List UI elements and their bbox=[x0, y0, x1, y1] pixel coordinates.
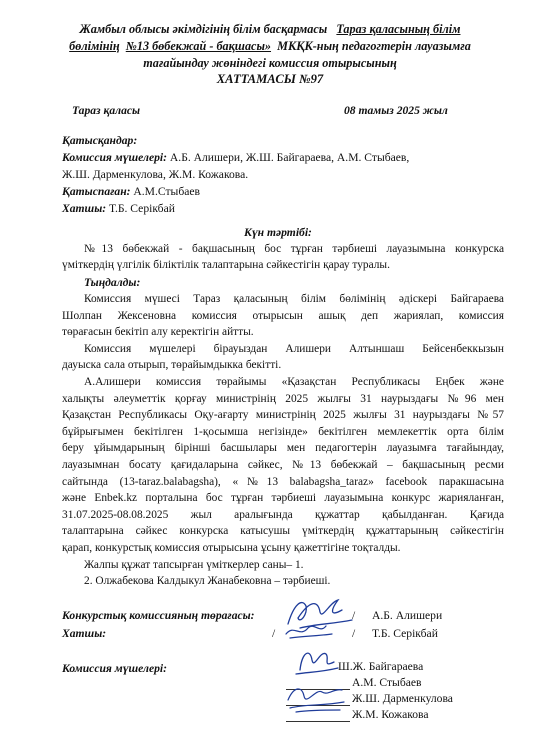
secretary-signature-image bbox=[280, 620, 340, 647]
paragraph-line: бұйрығымен бекітілген 1-қосымша негізінде» бекітілген мемлекеттік орта білім bbox=[62, 425, 504, 438]
date: 08 тамыз 2025 жыл bbox=[344, 104, 448, 117]
protocol-title: ХАТТАМАСЫ №97 bbox=[216, 72, 324, 86]
member-sign-4: Ж.М. Кожакова bbox=[352, 708, 429, 721]
participants-heading: Қатысқандар: bbox=[62, 134, 138, 147]
signature-line bbox=[286, 721, 350, 722]
header-line-2b: №13 бөбекжай - бақшасы» bbox=[125, 39, 272, 53]
secretary-sign-name: Т.Б. Серікбай bbox=[372, 627, 438, 640]
chair-name: А.Б. Алишери bbox=[372, 609, 443, 622]
members-sign-label: Комиссия мүшелері: bbox=[62, 662, 168, 675]
header-line-3: тағайындау жөніндегі комиссия отырысының bbox=[143, 56, 397, 70]
agenda-line-2: үміткердің үлгілік біліктілік талаптарына сәйкестігін қарау туралы. bbox=[62, 259, 390, 271]
header-line-1b: Тараз қаласының білім bbox=[336, 22, 461, 36]
paragraph-line: А.Алишери комиссия төрайымы «Қазақстан Республикасы Еңбек және bbox=[84, 376, 504, 388]
paragraph-line: лауазымнан босату қағидаларына сәйкес, №13 бөбекжай – бақшасының ресми bbox=[62, 459, 504, 471]
member-sign-3: Ж.Ш. Дарменкулова bbox=[352, 692, 453, 705]
secretary-sign-label: Хатшы: bbox=[62, 627, 107, 640]
paragraph-line: қарап, конкурстық комиссия отырысына ұсыну қажеттігіне тоқталды. bbox=[62, 542, 401, 554]
member-signature-image-2 bbox=[282, 680, 352, 721]
header-line-1 bbox=[40, 22, 500, 37]
header-line-2 bbox=[40, 39, 500, 54]
secretary-slash-right: / bbox=[352, 627, 356, 640]
paragraph-line: Комиссия мүшелері бірауыздан Алишери Алтыншаш Бейсенбеккызын bbox=[84, 342, 504, 355]
absent-line bbox=[62, 185, 200, 198]
header-line-2a: бөлімінің bbox=[69, 39, 120, 53]
members-line-1 bbox=[62, 151, 409, 164]
paragraph-line: Қазақстан Республикасы Оқу-ағарту министрінің 2025 жылғы 31 наурыздағы №57 bbox=[62, 409, 504, 422]
secretary-value: Т.Б. Серікбай bbox=[109, 202, 175, 215]
agenda-line-1: №13 бөбекжай - бақшасының бос тұрған тәрбиеші лауазымына конкурска bbox=[84, 243, 504, 255]
applicant-item: 2. Олжабекова Калдыкул Жанабековна – тәрбиеші. bbox=[84, 575, 331, 588]
chair-label: Конкурстық комиссияның төрағасы: bbox=[62, 609, 255, 622]
paragraph-line: дауыска сала отырып, төрайымдыкка бекітті. bbox=[62, 359, 282, 372]
member-sign-2: А.М. Стыбаев bbox=[352, 676, 422, 689]
chair-slash: / bbox=[352, 609, 356, 622]
header-line-2c: МКҚК-ның педагогтерін лауазымға bbox=[277, 39, 471, 53]
agenda-heading: Күн тәртібі: bbox=[244, 226, 312, 239]
header-line-1a: Жамбыл облысы әкімдігінің білім басқармасы bbox=[79, 22, 328, 36]
member-signature-image-1 bbox=[292, 644, 342, 683]
members-label: Комиссия мүшелері: bbox=[62, 151, 168, 164]
paragraph-line: төрағасын бекітіп алу керектігін айтты. bbox=[62, 326, 254, 339]
paragraph-line: сайтында (13-taraz.balabagsha), «№13 balabagsha_taraz» facebook паракшасына bbox=[62, 475, 504, 488]
secretary-slash-left: / bbox=[272, 627, 276, 640]
place: Тараз қаласы bbox=[72, 104, 141, 117]
absent-label: Қатыспаған: bbox=[62, 185, 131, 198]
secretary-line bbox=[62, 202, 175, 215]
paragraph-line: 31.07.2025-08.08.2025 жыл аралығында құжаттар қабылданған. Қағида bbox=[62, 508, 504, 521]
member-sign-1: Ш.Ж. Байгараева bbox=[338, 660, 424, 673]
secretary-label: Хатшы: bbox=[62, 202, 107, 215]
paragraph-line: Шолпан Жексеновна комиссия отырысын ашық деп жариялап, комиссия bbox=[62, 309, 504, 322]
members-line-2: Ж.Ш. Дарменкулова, Ж.М. Кожакова. bbox=[62, 168, 249, 181]
members-value-1: А.Б. Алишери, Ж.Ш. Байгараева, А.М. Стыбаев, bbox=[169, 151, 410, 164]
applicants-count: Жалпы құжат тапсырған үміткерлер саны– 1. bbox=[84, 558, 304, 571]
paragraph-line: беру ұйымдарының бірінші басшылары мен педагогтерін лауазымға тағайындау, bbox=[62, 442, 504, 455]
heard-heading: Тыңдалды: bbox=[84, 276, 141, 289]
paragraph-line: Комиссия мүшесі Тараз қаласының білім бөлімінің әдіскері Байгараева bbox=[84, 293, 504, 305]
paragraph-line: және Enbek.kz порталына бос тұрған тәрбиеші лауазымына конкурс жарияланған, bbox=[62, 492, 504, 505]
paragraph-line: халықты әлеуметтік қорғау министрінің 2025 жылғы 31 наурыздағы №96 мен bbox=[62, 392, 504, 405]
paragraph-line: талаптарына сәйкес конкурска катысушы үміткердің құжаттарының сәйкестігін bbox=[62, 525, 504, 538]
absent-value: А.М.Стыбаев bbox=[133, 185, 200, 198]
